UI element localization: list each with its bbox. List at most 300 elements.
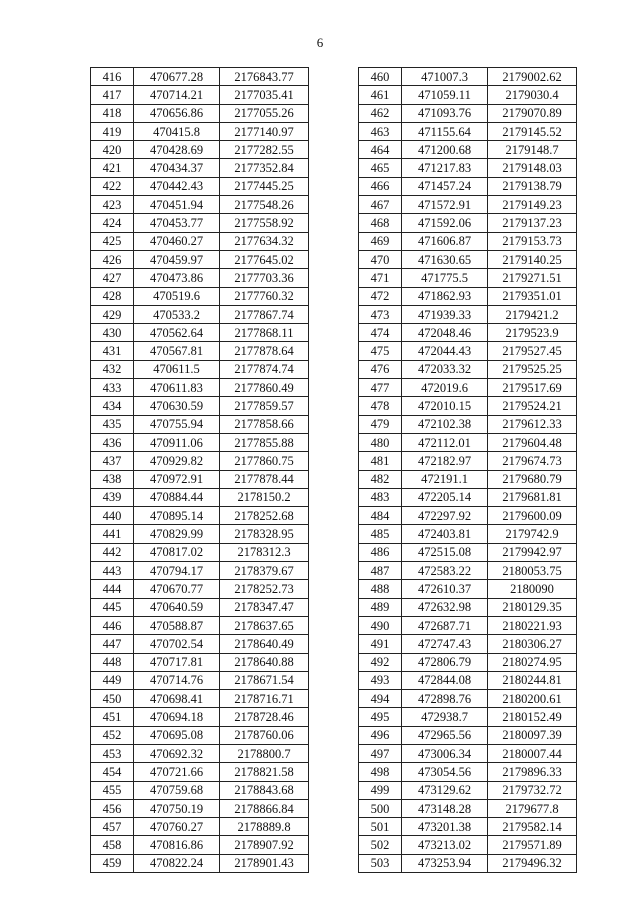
point-number-cell: 444 <box>91 580 134 598</box>
x-coordinate-cell: 472965.56 <box>402 726 488 744</box>
point-number-cell: 462 <box>359 104 402 122</box>
table-row <box>359 68 577 86</box>
point-number-cell: 438 <box>91 470 134 488</box>
y-coordinate-cell: 2178800.7 <box>220 744 309 762</box>
y-coordinate-cell: 2179148.03 <box>488 159 577 177</box>
y-coordinate-cell: 2178379.67 <box>220 562 309 580</box>
point-number-cell: 468 <box>359 214 402 232</box>
table-row <box>359 232 577 250</box>
table-row <box>359 580 577 598</box>
table-row <box>359 269 577 287</box>
y-coordinate-cell: 2178252.68 <box>220 507 309 525</box>
x-coordinate-cell: 472610.37 <box>402 580 488 598</box>
x-coordinate-cell: 473213.02 <box>402 836 488 854</box>
page-number: 6 <box>316 35 324 50</box>
table-row <box>91 818 309 836</box>
point-number-cell: 436 <box>91 433 134 451</box>
y-coordinate-cell: 2179002.62 <box>488 68 577 86</box>
point-number-cell: 470 <box>359 250 402 268</box>
y-coordinate-cell: 2178640.49 <box>220 635 309 653</box>
y-coordinate-cell: 2179942.97 <box>488 543 577 561</box>
table-row <box>91 305 309 323</box>
table-row <box>91 507 309 525</box>
y-coordinate-cell: 2177445.25 <box>220 177 309 195</box>
point-number-cell: 502 <box>359 836 402 854</box>
table-row <box>91 525 309 543</box>
point-number-cell: 494 <box>359 690 402 708</box>
x-coordinate-cell: 470972.91 <box>134 470 220 488</box>
point-number-cell: 480 <box>359 433 402 451</box>
x-coordinate-cell: 470822.24 <box>134 854 220 872</box>
x-coordinate-cell: 472844.08 <box>402 671 488 689</box>
x-coordinate-cell: 470794.17 <box>134 562 220 580</box>
x-coordinate-cell: 472747.43 <box>402 635 488 653</box>
table-row <box>91 653 309 671</box>
table-row <box>91 708 309 726</box>
point-number-cell: 456 <box>91 799 134 817</box>
table-row <box>91 232 309 250</box>
point-number-cell: 440 <box>91 507 134 525</box>
x-coordinate-cell: 471217.83 <box>402 159 488 177</box>
point-number-cell: 466 <box>359 177 402 195</box>
point-number-cell: 479 <box>359 415 402 433</box>
point-number-cell: 426 <box>91 250 134 268</box>
y-coordinate-cell: 2178889.8 <box>220 818 309 836</box>
point-number-cell: 495 <box>359 708 402 726</box>
y-coordinate-cell: 2177860.49 <box>220 379 309 397</box>
y-coordinate-cell: 2180097.39 <box>488 726 577 744</box>
point-number-cell: 428 <box>91 287 134 305</box>
x-coordinate-cell: 473054.56 <box>402 763 488 781</box>
point-number-cell: 478 <box>359 397 402 415</box>
x-coordinate-cell: 470721.66 <box>134 763 220 781</box>
x-coordinate-cell: 472583.22 <box>402 562 488 580</box>
x-coordinate-cell: 472102.38 <box>402 415 488 433</box>
x-coordinate-cell: 472806.79 <box>402 653 488 671</box>
point-number-cell: 451 <box>91 708 134 726</box>
y-coordinate-cell: 2179030.4 <box>488 86 577 104</box>
y-coordinate-cell: 2179527.45 <box>488 342 577 360</box>
x-coordinate-cell: 472515.08 <box>402 543 488 561</box>
y-coordinate-cell: 2177282.55 <box>220 141 309 159</box>
point-number-cell: 492 <box>359 653 402 671</box>
x-coordinate-cell: 470760.27 <box>134 818 220 836</box>
y-coordinate-cell: 2179681.81 <box>488 488 577 506</box>
table-row <box>91 433 309 451</box>
x-coordinate-cell: 471606.87 <box>402 232 488 250</box>
y-coordinate-cell: 2177703.36 <box>220 269 309 287</box>
table-row <box>359 726 577 744</box>
x-coordinate-cell: 471572.91 <box>402 196 488 214</box>
point-number-cell: 493 <box>359 671 402 689</box>
table-row <box>359 141 577 159</box>
coordinates-table-right <box>358 67 577 873</box>
y-coordinate-cell: 2180152.49 <box>488 708 577 726</box>
y-coordinate-cell: 2180053.75 <box>488 562 577 580</box>
point-number-cell: 500 <box>359 799 402 817</box>
y-coordinate-cell: 2177860.75 <box>220 452 309 470</box>
y-coordinate-cell: 2178821.58 <box>220 763 309 781</box>
point-number-cell: 449 <box>91 671 134 689</box>
y-coordinate-cell: 2178640.88 <box>220 653 309 671</box>
table-row <box>91 763 309 781</box>
point-number-cell: 437 <box>91 452 134 470</box>
point-number-cell: 429 <box>91 305 134 323</box>
table-row <box>359 159 577 177</box>
x-coordinate-cell: 470434.37 <box>134 159 220 177</box>
x-coordinate-cell: 472010.15 <box>402 397 488 415</box>
x-coordinate-cell: 470567.81 <box>134 342 220 360</box>
y-coordinate-cell: 2178866.84 <box>220 799 309 817</box>
x-coordinate-cell: 470911.06 <box>134 433 220 451</box>
x-coordinate-cell: 470611.83 <box>134 379 220 397</box>
point-number-cell: 497 <box>359 744 402 762</box>
table-row <box>91 598 309 616</box>
table-row <box>359 562 577 580</box>
x-coordinate-cell: 473129.62 <box>402 781 488 799</box>
y-coordinate-cell: 2177878.44 <box>220 470 309 488</box>
table-row <box>91 287 309 305</box>
x-coordinate-cell: 472632.98 <box>402 598 488 616</box>
point-number-cell: 465 <box>359 159 402 177</box>
x-coordinate-cell: 470533.2 <box>134 305 220 323</box>
y-coordinate-cell: 2179674.73 <box>488 452 577 470</box>
table-row <box>359 324 577 342</box>
x-coordinate-cell: 470755.94 <box>134 415 220 433</box>
x-coordinate-cell: 471630.65 <box>402 250 488 268</box>
table-row <box>359 635 577 653</box>
y-coordinate-cell: 2178901.43 <box>220 854 309 872</box>
y-coordinate-cell: 2177878.64 <box>220 342 309 360</box>
point-number-cell: 423 <box>91 196 134 214</box>
y-coordinate-cell: 2179140.25 <box>488 250 577 268</box>
table-row <box>91 122 309 140</box>
y-coordinate-cell: 2179421.2 <box>488 305 577 323</box>
y-coordinate-cell: 2179138.79 <box>488 177 577 195</box>
y-coordinate-cell: 2179896.33 <box>488 763 577 781</box>
y-coordinate-cell: 2177868.11 <box>220 324 309 342</box>
y-coordinate-cell: 2179148.7 <box>488 141 577 159</box>
table-row <box>359 86 577 104</box>
y-coordinate-cell: 2179600.09 <box>488 507 577 525</box>
x-coordinate-cell: 470895.14 <box>134 507 220 525</box>
y-coordinate-cell: 2179145.52 <box>488 122 577 140</box>
x-coordinate-cell: 470453.77 <box>134 214 220 232</box>
y-coordinate-cell: 2178760.06 <box>220 726 309 744</box>
point-number-cell: 434 <box>91 397 134 415</box>
table-row <box>91 397 309 415</box>
y-coordinate-cell: 2177140.97 <box>220 122 309 140</box>
x-coordinate-cell: 471457.24 <box>402 177 488 195</box>
y-coordinate-cell: 2177855.88 <box>220 433 309 451</box>
table-row <box>359 525 577 543</box>
table-row <box>91 177 309 195</box>
point-number-cell: 445 <box>91 598 134 616</box>
point-number-cell: 490 <box>359 616 402 634</box>
point-number-cell: 421 <box>91 159 134 177</box>
x-coordinate-cell: 472182.97 <box>402 452 488 470</box>
table-row <box>91 470 309 488</box>
point-number-cell: 457 <box>91 818 134 836</box>
x-coordinate-cell: 470717.81 <box>134 653 220 671</box>
table-row <box>91 562 309 580</box>
table-row <box>359 690 577 708</box>
y-coordinate-cell: 2177634.32 <box>220 232 309 250</box>
x-coordinate-cell: 470929.82 <box>134 452 220 470</box>
point-number-cell: 442 <box>91 543 134 561</box>
point-number-cell: 471 <box>359 269 402 287</box>
x-coordinate-cell: 470714.21 <box>134 86 220 104</box>
table-row <box>91 799 309 817</box>
table-row <box>359 799 577 817</box>
table-row <box>359 433 577 451</box>
point-number-cell: 460 <box>359 68 402 86</box>
y-coordinate-cell: 2178907.92 <box>220 836 309 854</box>
table-row <box>91 726 309 744</box>
table-row <box>91 616 309 634</box>
point-number-cell: 418 <box>91 104 134 122</box>
x-coordinate-cell: 471939.33 <box>402 305 488 323</box>
y-coordinate-cell: 2177874.74 <box>220 360 309 378</box>
y-coordinate-cell: 2180244.81 <box>488 671 577 689</box>
table-row <box>359 744 577 762</box>
x-coordinate-cell: 472112.01 <box>402 433 488 451</box>
x-coordinate-cell: 470816.86 <box>134 836 220 854</box>
x-coordinate-cell: 470473.86 <box>134 269 220 287</box>
x-coordinate-cell: 470759.68 <box>134 781 220 799</box>
table-row <box>359 470 577 488</box>
point-number-cell: 452 <box>91 726 134 744</box>
point-number-cell: 484 <box>359 507 402 525</box>
point-number-cell: 448 <box>91 653 134 671</box>
y-coordinate-cell: 2179571.89 <box>488 836 577 854</box>
y-coordinate-cell: 2179351.01 <box>488 287 577 305</box>
x-coordinate-cell: 470698.41 <box>134 690 220 708</box>
y-coordinate-cell: 2177055.26 <box>220 104 309 122</box>
x-coordinate-cell: 472898.76 <box>402 690 488 708</box>
y-coordinate-cell: 2179677.8 <box>488 799 577 817</box>
x-coordinate-cell: 473006.34 <box>402 744 488 762</box>
x-coordinate-cell: 470460.27 <box>134 232 220 250</box>
point-number-cell: 461 <box>359 86 402 104</box>
point-number-cell: 419 <box>91 122 134 140</box>
point-number-cell: 441 <box>91 525 134 543</box>
table-row <box>91 68 309 86</box>
point-number-cell: 455 <box>91 781 134 799</box>
y-coordinate-cell: 2179271.51 <box>488 269 577 287</box>
table-row <box>91 214 309 232</box>
table-row <box>91 159 309 177</box>
table-row <box>91 635 309 653</box>
x-coordinate-cell: 470428.69 <box>134 141 220 159</box>
y-coordinate-cell: 2178637.65 <box>220 616 309 634</box>
point-number-cell: 432 <box>91 360 134 378</box>
x-coordinate-cell: 470817.02 <box>134 543 220 561</box>
table-row <box>91 543 309 561</box>
table-row <box>91 452 309 470</box>
table-row <box>359 818 577 836</box>
x-coordinate-cell: 471059.11 <box>402 86 488 104</box>
x-coordinate-cell: 471093.76 <box>402 104 488 122</box>
table-row <box>359 616 577 634</box>
x-coordinate-cell: 471007.3 <box>402 68 488 86</box>
table-row <box>359 543 577 561</box>
x-coordinate-cell: 470695.08 <box>134 726 220 744</box>
point-number-cell: 439 <box>91 488 134 506</box>
point-number-cell: 464 <box>359 141 402 159</box>
point-number-cell: 446 <box>91 616 134 634</box>
table-row <box>359 287 577 305</box>
table-row <box>359 397 577 415</box>
y-coordinate-cell: 2179742.9 <box>488 525 577 543</box>
x-coordinate-cell: 470588.87 <box>134 616 220 634</box>
point-number-cell: 474 <box>359 324 402 342</box>
point-number-cell: 435 <box>91 415 134 433</box>
point-number-cell: 483 <box>359 488 402 506</box>
y-coordinate-cell: 2180200.61 <box>488 690 577 708</box>
table-row <box>359 763 577 781</box>
table-row <box>359 781 577 799</box>
y-coordinate-cell: 2178671.54 <box>220 671 309 689</box>
table-row <box>359 360 577 378</box>
x-coordinate-cell: 470829.99 <box>134 525 220 543</box>
y-coordinate-cell: 2177760.32 <box>220 287 309 305</box>
point-number-cell: 416 <box>91 68 134 86</box>
y-coordinate-cell: 2177035.41 <box>220 86 309 104</box>
table-row <box>91 488 309 506</box>
y-coordinate-cell: 2179582.14 <box>488 818 577 836</box>
point-number-cell: 496 <box>359 726 402 744</box>
table-row <box>91 854 309 872</box>
point-number-cell: 475 <box>359 342 402 360</box>
x-coordinate-cell: 470415.8 <box>134 122 220 140</box>
x-coordinate-cell: 472938.7 <box>402 708 488 726</box>
x-coordinate-cell: 470519.6 <box>134 287 220 305</box>
point-number-cell: 485 <box>359 525 402 543</box>
y-coordinate-cell: 2178328.95 <box>220 525 309 543</box>
table-row <box>91 836 309 854</box>
x-coordinate-cell: 470562.64 <box>134 324 220 342</box>
point-number-cell: 486 <box>359 543 402 561</box>
table-row <box>91 744 309 762</box>
x-coordinate-cell: 470442.43 <box>134 177 220 195</box>
point-number-cell: 469 <box>359 232 402 250</box>
table-row <box>359 415 577 433</box>
point-number-cell: 476 <box>359 360 402 378</box>
y-coordinate-cell: 2180007.44 <box>488 744 577 762</box>
x-coordinate-cell: 470611.5 <box>134 360 220 378</box>
y-coordinate-cell: 2177548.26 <box>220 196 309 214</box>
y-coordinate-cell: 2179149.23 <box>488 196 577 214</box>
x-coordinate-cell: 472048.46 <box>402 324 488 342</box>
point-number-cell: 431 <box>91 342 134 360</box>
x-coordinate-cell: 471155.64 <box>402 122 488 140</box>
table-row <box>359 305 577 323</box>
y-coordinate-cell: 2179524.21 <box>488 397 577 415</box>
x-coordinate-cell: 473148.28 <box>402 799 488 817</box>
x-coordinate-cell: 470459.97 <box>134 250 220 268</box>
x-coordinate-cell: 470630.59 <box>134 397 220 415</box>
table-row <box>91 379 309 397</box>
y-coordinate-cell: 2180129.35 <box>488 598 577 616</box>
y-coordinate-cell: 2178312.3 <box>220 543 309 561</box>
y-coordinate-cell: 2178150.2 <box>220 488 309 506</box>
table-row <box>359 671 577 689</box>
table-row <box>359 177 577 195</box>
point-number-cell: 482 <box>359 470 402 488</box>
x-coordinate-cell: 470714.76 <box>134 671 220 689</box>
x-coordinate-cell: 470451.94 <box>134 196 220 214</box>
point-number-cell: 463 <box>359 122 402 140</box>
x-coordinate-cell: 470694.18 <box>134 708 220 726</box>
table-row <box>359 708 577 726</box>
x-coordinate-cell: 470692.32 <box>134 744 220 762</box>
point-number-cell: 424 <box>91 214 134 232</box>
y-coordinate-cell: 2179680.79 <box>488 470 577 488</box>
table-row <box>359 653 577 671</box>
table-row <box>359 214 577 232</box>
point-number-cell: 425 <box>91 232 134 250</box>
point-number-cell: 454 <box>91 763 134 781</box>
table-row <box>91 196 309 214</box>
table-row <box>359 122 577 140</box>
y-coordinate-cell: 2179604.48 <box>488 433 577 451</box>
y-coordinate-cell: 2178252.73 <box>220 580 309 598</box>
x-coordinate-cell: 472019.6 <box>402 379 488 397</box>
point-number-cell: 499 <box>359 781 402 799</box>
point-number-cell: 472 <box>359 287 402 305</box>
coordinates-table-left <box>90 67 309 873</box>
point-number-cell: 422 <box>91 177 134 195</box>
y-coordinate-cell: 2180306.27 <box>488 635 577 653</box>
point-number-cell: 467 <box>359 196 402 214</box>
x-coordinate-cell: 470677.28 <box>134 68 220 86</box>
table-row <box>359 488 577 506</box>
x-coordinate-cell: 470640.59 <box>134 598 220 616</box>
table-row <box>91 342 309 360</box>
point-number-cell: 453 <box>91 744 134 762</box>
point-number-cell: 443 <box>91 562 134 580</box>
point-number-cell: 417 <box>91 86 134 104</box>
x-coordinate-cell: 472033.32 <box>402 360 488 378</box>
y-coordinate-cell: 2180274.95 <box>488 653 577 671</box>
table-row <box>359 250 577 268</box>
x-coordinate-cell: 472297.92 <box>402 507 488 525</box>
y-coordinate-cell: 2177558.92 <box>220 214 309 232</box>
y-coordinate-cell: 2179523.9 <box>488 324 577 342</box>
y-coordinate-cell: 2179496.32 <box>488 854 577 872</box>
table-row <box>359 379 577 397</box>
table-row <box>91 671 309 689</box>
y-coordinate-cell: 2179525.25 <box>488 360 577 378</box>
table-row <box>359 507 577 525</box>
x-coordinate-cell: 471592.06 <box>402 214 488 232</box>
table-row <box>91 250 309 268</box>
y-coordinate-cell: 2179070.89 <box>488 104 577 122</box>
point-number-cell: 473 <box>359 305 402 323</box>
point-number-cell: 430 <box>91 324 134 342</box>
x-coordinate-cell: 470750.19 <box>134 799 220 817</box>
point-number-cell: 420 <box>91 141 134 159</box>
x-coordinate-cell: 471862.93 <box>402 287 488 305</box>
x-coordinate-cell: 470884.44 <box>134 488 220 506</box>
point-number-cell: 491 <box>359 635 402 653</box>
table-row <box>359 452 577 470</box>
x-coordinate-cell: 473253.94 <box>402 854 488 872</box>
table-row <box>359 854 577 872</box>
point-number-cell: 498 <box>359 763 402 781</box>
table-row <box>359 836 577 854</box>
